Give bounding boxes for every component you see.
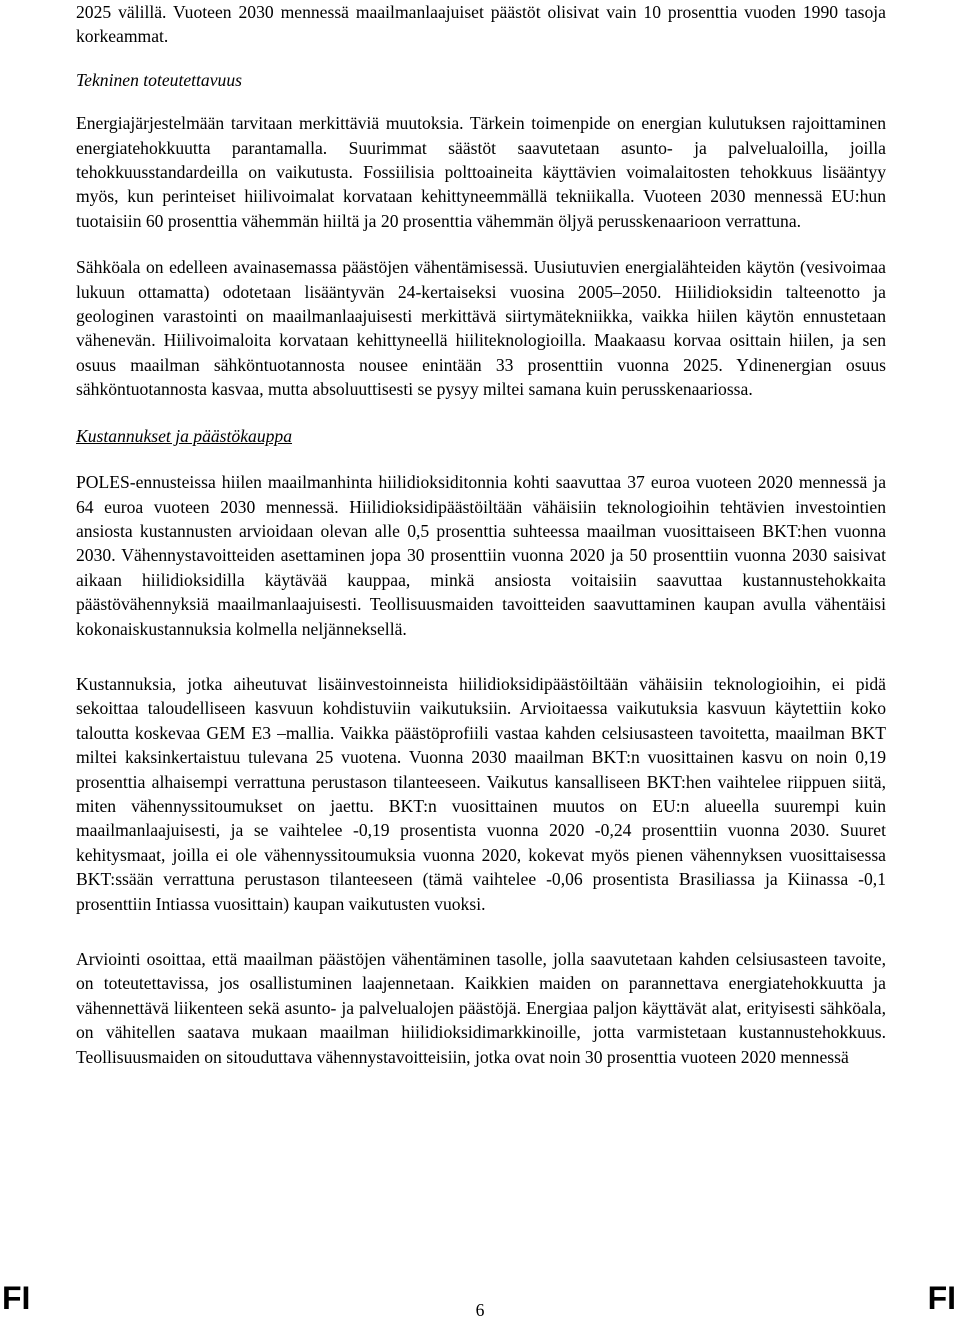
paragraph-energy-system: Energiajärjestelmään tarvitaan merkittäviä muutoksia. Tärkein toimenpide on energian kulutuksen rajoittaminen energiatehokkuutta parantamalla. Suurimmat säästöt saavutetaan asunto- ja palvelualoilla, joilla tehokkuusstandardeilla on vaikutusta. Fossiilisia polttoaineita käyttävien voimalaitosten tehokkuus lisääntyy myös, kun perinteiset hiilivoimalat korvataan kehittyneemmällä tekniikalla. Vuoteen 2030 mennessä EU:hun tuotaisiin 60 prosenttia vähemmän hiiltä ja 20 prosenttia vähemmän öljyä perusskenaarioon verrattuna. (76, 113, 886, 231)
spacer (76, 641, 886, 672)
footer-language-code-left: FI (2, 1280, 31, 1316)
paragraph-poles-forecasts: POLES-ennusteissa hiilen maailmanhinta hiilidioksiditonnia kohti saavuttaa 37 euroa vuoteen 2020 mennessä ja 64 euroa vuoteen 2030 mennessä. Hiilidioksidipäästöiltään vähäisiin teknologioihin tehtävien investointien ansiosta kustannusten arvioidaan olevan alle 0,5 prosenttia suhteessa maailman vuosittaiseen BKT:hen vuonna 2030. Vähennystavoitteiden asettaminen jopa 30 prosenttiin vuonna 2020 ja 50 prosenttiin vuonna 2030 saisivat aikaan hiilidioksidilla käytävää kauppaa, minkä ansiosta voitaisiin saavuttaa kustannustehokkaita päästövähennyksiä maailmanlaajuisesti. Teollisuusmaiden tavoitteiden saavuttaminen kaupan avulla vähentäisi kokonaiskustannuksia kolmella neljänneksellä. (76, 472, 886, 639)
paragraph-electricity-sector: Sähköala on edelleen avainasemassa päästöjen vähentämisessä. Uusiutuvien energialähteiden käytön (vesivoimaa lukuun ottamatta) odotetaan lisääntyvän 24-kertaiseksi vuosina 2005–2050. Hiilidioksidin talteenotto ja geologinen varastointi on maailmanlaajuisesti merkittävä siirtymätekniikka, vaikka hiilen käytön ennustetaan vähenevän. Hiilivoimaloita korvataan kehittyneellä hiiliteknologioilla. Maakaasu korvaa osittain hiilen, ja sen osuus maailman sähköntuotannosta nousee enintään 33 prosenttiin vuonna 2025. Ydinenergian osuus sähköntuotannosta kasvaa, mutta absoluuttisesti se pysyy miltei samana kuin perusskenaariossa. (76, 257, 886, 400)
spacer (76, 916, 886, 947)
paragraph-assessment: Arviointi osoittaa, että maailman päästöjen vähentäminen tasolle, jolla saavutetaan kahden celsiusasteen tavoite, on toteutettavissa, jos osallistuminen laajennetaan. Kaikkien maiden on parannettava energiatehokkuutta ja vähennettävä liikenteen sekä asunto- ja palvelualojen päästöjä. Energiaa paljon käyttävät alat, erityisesti sähköala, on vähitellen saatava mukaan maailman hiilidioksidimarkkinoille, jotta varmistetaan kustannustehokkuus. Teollisuusmaiden on sitouduttava vähennystavoitteisiin, jotka ovat noin 30 prosenttia vuoteen 2020 mennessä (76, 949, 886, 1067)
heading-technical-feasibility: Tekninen toteutettavuus (76, 69, 242, 90)
page-number: 6 (475, 1300, 485, 1320)
spacer (76, 92, 886, 111)
spacer (76, 49, 886, 68)
spacer (76, 448, 886, 470)
document-page (76, 0, 886, 1069)
paragraph-intro: 2025 välillä. Vuoteen 2030 mennessä maailmanlaajuiset päästöt olisivat vain 10 prosenttia vuoden 1990 tasoja korkeammat. (76, 2, 886, 47)
footer-language-code-right: FI (927, 1280, 956, 1316)
paragraph-costs-growth: Kustannuksia, jotka aiheutuvat lisäinvestoinneista hiilidioksidipäästöiltään vähäisiin teknologioihin, ei pidä sekoittaa taloudelliseen kasvuun kohdistuviin vaikutuksiin. Arvioitaessa vaikutuksia kasvuun käytettiin koko taloutta koskevaa GEM E3 –mallia. Vaikka päästöprofiili vastaa kahden celsiusasteen tavoitetta, maailman BKT miltei kaksinkertaistuu tulevana 25 vuotena. Vuonna 2030 maailman BKT:n vuosittainen kasvu on noin 0,19 prosenttia alhaisempi verrattuna perustason tilanteeseen. Vaikutus kansalliseen BKT:hen vaihtelee riippuen siitä, miten vähennyssitoumukset on jaettu. BKT:n vuosittainen muutos on EU:n alueella suurempi kuin maailmanlaajuisesti, ja se vaihtelee -0,19 prosentista vuonna 2020 -0,24 prosenttiin vuonna 2030. Suuret kehitysmaat, joilla ei ole vähennyssitoumuksia vuonna 2020, kokevat myös pienen vähennyksen vuosittaisessa BKT:ssään verrattuna perustason tilanteeseen (tämä vaihtelee -0,06 prosentista Brasiliassa ja Kiinassa -0,1 prosenttiin Intiassa vuosittain) kaupan vaikutusten vuoksi. (76, 673, 886, 914)
heading-costs-and-emissions-trading: Kustannukset ja päästökauppa (76, 425, 293, 446)
spacer (76, 402, 886, 424)
spacer (76, 233, 886, 255)
